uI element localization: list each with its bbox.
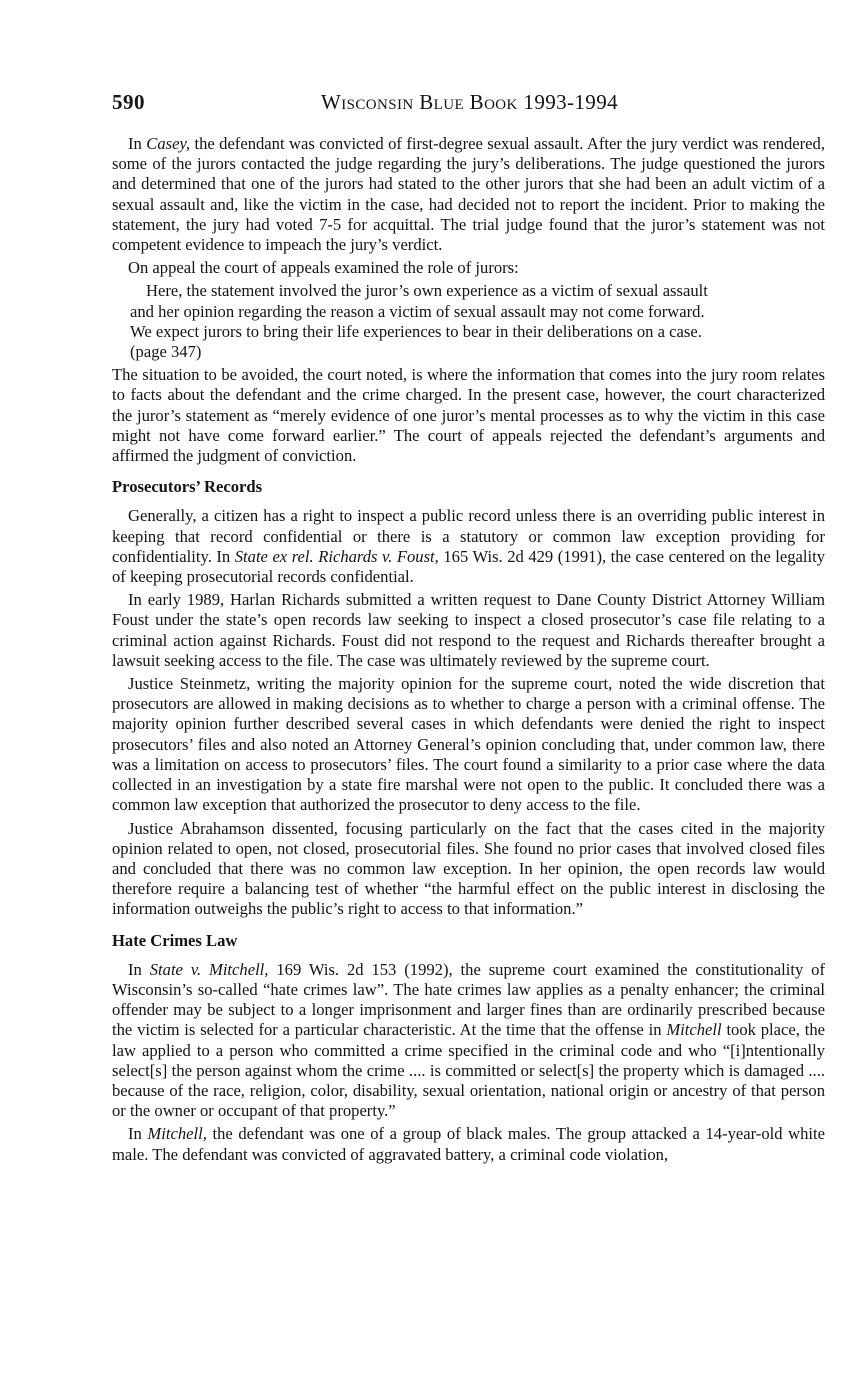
quote-citation: (page 347) (130, 342, 202, 362)
hate-crimes-paragraph-2: In Mitchell, the defendant was one of a group of black males. The group attacked a 14-year-old white male. The defendant was convicted of aggravated battery, a criminal code violation, (112, 1124, 825, 1164)
page (112, 90, 825, 1168)
quote-line: and her opinion regarding the reason a victim of sexual assault may not come forward. (130, 301, 705, 321)
page-header (112, 90, 825, 124)
section-heading-hate-crimes-law: Hate Crimes Law (112, 930, 238, 950)
prosecutors-paragraph-4: Justice Abrahamson dissented, focusing particularly on the fact that the cases cited in the majority opinion related to open, not closed, prosecutorial files. She found no prior cases that involved closed files and concluded that there was no common law exception. In her opinion, the open records law would therefore require a balancing test of whether “the harmful effect on the public interest in disclosing the information outweighs the public’s right to access to that information.” (112, 818, 825, 919)
case-name: Mitchell (666, 1020, 722, 1040)
case-name: Casey, (146, 134, 191, 153)
case-name: State ex rel. Richards v. Foust, (234, 546, 439, 566)
page-number: 590 (112, 90, 145, 114)
prosecutors-paragraph-2: In early 1989, Harlan Richards submitted a written request to Dane County District Attorney William Foust under the state’s open records law seeking to inspect a closed prosecutor’s case file relating to a criminal action against Richards. Foust did not respond to the request and Richards thereafter brought a lawsuit seeking access to the file. The case was ultimately reviewed by the supreme court. (112, 590, 825, 670)
case-name: Mitchell, (147, 1124, 207, 1144)
hate-crimes-paragraph-1: In State v. Mitchell, 169 Wis. 2d 153 (1992), the supreme court examined the constitutionality of Wisconsin’s so-called “hate crimes law”. The hate crimes law applies as a penalty enhancer; the criminal offender may be subject to a longer imprisonment and larger fines than are ordinarily prescribed because the victim is selected for a particular characteristic. At the time that the offense in Mitchell took place, the law applied to a person who committed a crime specified in the criminal code and who “[i]ntentionally select[s] the person against whom the crime .... is committed or select[s] the property which is damaged .... because of the race, religion, color, disability, sexual orientation, national origin or ancestry of that person or the owner or occupant of that property.” (112, 959, 825, 1121)
running-title: Wisconsin Blue Book 1993-1994 (321, 90, 619, 114)
body-text (112, 134, 825, 1165)
case-name: State v. Mitchell, (149, 959, 269, 979)
casey-paragraph-2: On appeal the court of appeals examined the role of jurors: (128, 258, 519, 278)
casey-paragraph-3: The situation to be avoided, the court noted, is where the information that comes into the jury room relates to facts about the defendant and the crime charged. In the present case, however, the court characterized the juror’s statement as “merely evidence of one juror’s mental processes as to why the victim in this case might not have come forward earlier.” The court of appeals rejected the defendant’s arguments and affirmed the judgment of conviction. (112, 365, 825, 466)
quote-line: We expect jurors to bring their life experiences to bear in their deliberations on a case. (130, 321, 702, 341)
section-heading-prosecutors-records: Prosecutors’ Records (112, 477, 263, 497)
prosecutors-paragraph-1: Generally, a citizen has a right to inspect a public record unless there is an overriding public interest in keeping that record confidential or there is a statutory or common law exception providing for confidentiality. In State ex rel. Richards v. Foust, 165 Wis. 2d 429 (1991), the case centered on the legality of keeping prosecutorial records confidential. (112, 506, 825, 587)
quote-line: Here, the statement involved the juror’s own experience as a victim of sexual assault (146, 281, 708, 301)
block-quote (130, 281, 800, 362)
prosecutors-paragraph-3: Justice Steinmetz, writing the majority opinion for the supreme court, noted the wide discretion that prosecutors are allowed in making decisions as to whether to charge a person with a criminal offense. The majority opinion further described several cases in which defendants were denied the right to inspect prosecutors’ files and also noted an Attorney General’s opinion concluding that, under common law, there was a limitation on access to prosecutors’ files. The court found a similarity to a prior case where the data collected in an investigation by a state fire marshal were not open to the public. It concluded there was a common law exception that authorized the prosecutor to deny access to the file. (112, 674, 825, 815)
casey-paragraph-1: In Casey, the defendant was convicted of first-degree sexual assault. After the jury verdict was rendered, some of the jurors contacted the judge regarding the jury’s deliberations. The judge questioned the jurors and determined that one of the jurors had stated to the other jurors that she had been an adult victim of a sexual assault and, like the victim in the case, had decided not to report the incident. Prior to making the statement, the jury had voted 7-5 for acquittal. The trial judge found that the juror’s statement was not competent evidence to impeach the jury’s verdict. (112, 134, 825, 255)
